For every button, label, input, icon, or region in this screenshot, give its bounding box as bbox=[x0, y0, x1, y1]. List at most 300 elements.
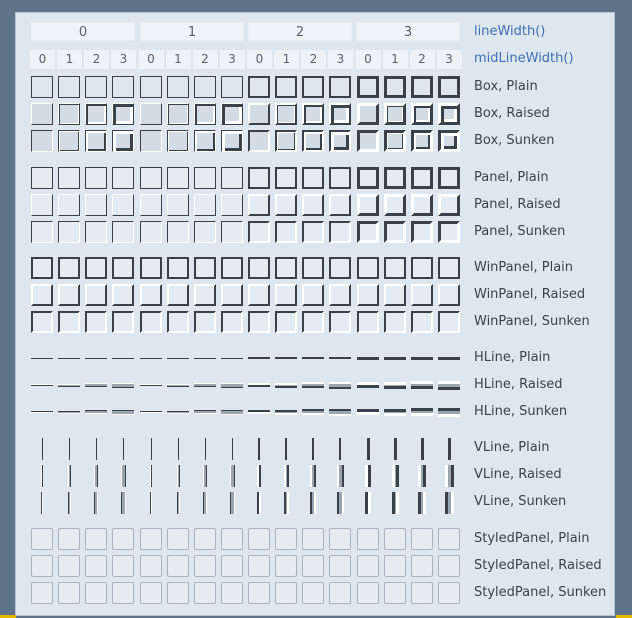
frame-sample bbox=[438, 582, 460, 604]
frame-sample bbox=[310, 465, 316, 487]
frame-sample bbox=[85, 284, 107, 306]
frame-sample bbox=[31, 194, 53, 216]
frame-sample bbox=[69, 438, 70, 460]
frame-sample bbox=[275, 284, 297, 306]
frame-sample bbox=[221, 76, 243, 98]
frame-sample bbox=[357, 130, 379, 152]
frame-sample bbox=[411, 257, 433, 279]
frame-sample bbox=[31, 582, 53, 604]
frame-sample bbox=[411, 103, 433, 125]
frame-sample bbox=[112, 194, 134, 216]
frame-sample bbox=[248, 130, 270, 152]
frame-sample bbox=[411, 408, 433, 416]
frame-sample bbox=[329, 311, 351, 333]
frame-sample bbox=[41, 492, 43, 514]
frame-sample bbox=[329, 221, 351, 243]
midlinewidth-header-0-2: 2 bbox=[84, 50, 109, 69]
frame-sample bbox=[329, 409, 351, 416]
frame-sample bbox=[167, 311, 189, 333]
frame-sample bbox=[357, 76, 379, 98]
midlinewidth-header-1-2: 2 bbox=[193, 50, 218, 69]
frame-sample bbox=[411, 555, 433, 577]
frame-sample bbox=[221, 311, 243, 333]
frame-sample bbox=[248, 284, 270, 306]
row-label: StyledPanel, Plain bbox=[474, 531, 590, 546]
frame-sample bbox=[203, 465, 207, 487]
linewidth-header-2: 2 bbox=[248, 22, 352, 41]
frame-sample bbox=[384, 311, 406, 333]
frame-sample bbox=[151, 438, 152, 460]
row-label: HLine, Raised bbox=[474, 377, 563, 392]
frame-sample bbox=[329, 582, 351, 604]
frame-sample bbox=[167, 257, 189, 279]
frame-sample bbox=[302, 555, 324, 577]
frame-sample bbox=[94, 492, 98, 514]
midlinewidth-header-1-0: 0 bbox=[139, 50, 164, 69]
frame-sample bbox=[384, 194, 406, 216]
frame-sample bbox=[257, 492, 261, 514]
row-label: StyledPanel, Raised bbox=[474, 558, 602, 573]
row-label: VLine, Raised bbox=[474, 467, 562, 482]
frame-sample bbox=[411, 194, 433, 216]
frame-sample bbox=[302, 221, 324, 243]
frame-sample bbox=[384, 103, 406, 125]
linewidth-header-3: 3 bbox=[356, 22, 460, 41]
frame-sample bbox=[31, 411, 53, 413]
frame-sample bbox=[329, 357, 351, 359]
frame-sample bbox=[438, 408, 460, 417]
frame-sample bbox=[167, 555, 189, 577]
frame-sample bbox=[140, 194, 162, 216]
frame-sample bbox=[221, 130, 243, 152]
frame-sample bbox=[438, 221, 460, 243]
frame-sample bbox=[167, 358, 189, 359]
frame-sample bbox=[357, 555, 379, 577]
frame-sample bbox=[248, 383, 270, 387]
midlinewidth-axis-label: midLineWidth() bbox=[474, 51, 574, 66]
frame-sample bbox=[411, 76, 433, 98]
frame-sample bbox=[194, 383, 216, 387]
row-label: Box, Plain bbox=[474, 79, 538, 94]
frame-sample bbox=[194, 221, 216, 243]
frame-sample bbox=[367, 438, 370, 460]
frame-sample bbox=[275, 555, 297, 577]
frame-sample bbox=[284, 465, 289, 487]
frame-sample bbox=[302, 528, 324, 550]
frame-sample bbox=[384, 582, 406, 604]
frame-sample bbox=[150, 492, 152, 514]
frame-sample bbox=[384, 555, 406, 577]
frame-sample bbox=[112, 221, 134, 243]
frame-sample bbox=[248, 555, 270, 577]
frame-sample bbox=[411, 221, 433, 243]
frame-sample bbox=[96, 438, 97, 460]
frame-sample bbox=[167, 194, 189, 216]
frame-sample bbox=[140, 384, 162, 386]
frame-sample bbox=[194, 167, 216, 189]
frame-sample bbox=[58, 194, 80, 216]
frame-sample bbox=[418, 492, 426, 514]
frame-sample bbox=[421, 438, 424, 460]
frame-sample bbox=[42, 438, 43, 460]
frame-sample bbox=[248, 167, 270, 189]
frame-sample bbox=[140, 221, 162, 243]
frame-sample bbox=[384, 76, 406, 98]
frame-sample bbox=[248, 357, 270, 359]
frame-sample bbox=[418, 465, 426, 487]
frame-sample bbox=[275, 528, 297, 550]
linewidth-header-1: 1 bbox=[140, 22, 244, 41]
frame-sample bbox=[221, 582, 243, 604]
frame-sample bbox=[411, 357, 433, 360]
frame-sample bbox=[31, 358, 53, 359]
row-label: Panel, Sunken bbox=[474, 224, 566, 239]
frame-sample bbox=[230, 492, 235, 514]
frame-sample bbox=[58, 221, 80, 243]
frame-sample bbox=[445, 465, 454, 487]
frame-sample bbox=[85, 257, 107, 279]
frame-sample bbox=[411, 167, 433, 189]
frame-sample bbox=[411, 311, 433, 333]
frame-sample bbox=[384, 130, 406, 152]
frame-sample bbox=[167, 384, 189, 387]
frame-sample bbox=[275, 311, 297, 333]
frame-sample bbox=[302, 582, 324, 604]
frame-sample bbox=[448, 438, 451, 460]
frame-sample bbox=[112, 358, 134, 359]
frame-sample bbox=[31, 311, 53, 333]
frame-sample bbox=[221, 257, 243, 279]
frame-sample bbox=[357, 194, 379, 216]
frame-sample bbox=[221, 167, 243, 189]
frame-sample bbox=[302, 167, 324, 189]
midlinewidth-header-0-1: 1 bbox=[57, 50, 82, 69]
frame-sample bbox=[357, 409, 379, 415]
frame-sample bbox=[284, 492, 289, 514]
frame-sample bbox=[337, 492, 344, 514]
row-label: Panel, Raised bbox=[474, 197, 561, 212]
frame-sample bbox=[221, 555, 243, 577]
frame-sample bbox=[167, 167, 189, 189]
frame-sample bbox=[357, 167, 379, 189]
row-label: HLine, Plain bbox=[474, 350, 551, 365]
frame-sample bbox=[58, 384, 80, 387]
frame-sample bbox=[302, 409, 324, 415]
row-label: StyledPanel, Sunken bbox=[474, 585, 607, 600]
frame-sample bbox=[365, 492, 371, 514]
frame-sample bbox=[438, 167, 460, 189]
linewidth-header-0: 0 bbox=[31, 22, 135, 41]
frame-sample bbox=[140, 411, 162, 413]
frame-sample bbox=[194, 257, 216, 279]
frame-sample bbox=[194, 103, 216, 125]
frame-sample bbox=[85, 221, 107, 243]
frame-sample bbox=[58, 411, 80, 414]
frame-sample bbox=[31, 284, 53, 306]
frame-sample bbox=[85, 167, 107, 189]
frame-sample bbox=[357, 582, 379, 604]
frame-sample bbox=[121, 465, 126, 487]
frame-sample bbox=[329, 167, 351, 189]
frame-sample bbox=[357, 284, 379, 306]
frame-sample bbox=[112, 130, 134, 152]
frame-sample bbox=[384, 409, 406, 416]
frame-sample bbox=[194, 76, 216, 98]
frame-sample bbox=[112, 257, 134, 279]
frame-sample bbox=[194, 130, 216, 152]
frame-sample bbox=[112, 582, 134, 604]
midlinewidth-header-0-0: 0 bbox=[30, 50, 55, 69]
midlinewidth-header-0-3: 3 bbox=[111, 50, 136, 69]
frame-sample bbox=[112, 103, 134, 125]
frame-sample bbox=[438, 130, 460, 152]
frame-sample bbox=[58, 284, 80, 306]
frame-sample bbox=[384, 221, 406, 243]
frame-sample bbox=[392, 465, 399, 487]
frame-sample bbox=[112, 284, 134, 306]
frame-sample bbox=[248, 194, 270, 216]
frame-sample bbox=[85, 76, 107, 98]
row-label: VLine, Sunken bbox=[474, 494, 567, 509]
frame-sample bbox=[58, 358, 80, 359]
frame-sample bbox=[275, 103, 297, 125]
frame-sample bbox=[31, 130, 53, 152]
frame-sample bbox=[177, 465, 180, 487]
frame-sample bbox=[85, 410, 107, 414]
frame-sample bbox=[329, 284, 351, 306]
frame-sample bbox=[112, 76, 134, 98]
row-label: WinPanel, Plain bbox=[474, 260, 574, 275]
frame-sample bbox=[31, 76, 53, 98]
midlinewidth-header-1-1: 1 bbox=[166, 50, 191, 69]
frame-sample bbox=[275, 76, 297, 98]
frame-sample bbox=[31, 555, 53, 577]
frame-sample bbox=[58, 582, 80, 604]
frame-sample bbox=[275, 130, 297, 152]
frame-sample bbox=[150, 465, 152, 487]
frame-sample bbox=[232, 438, 233, 460]
frame-sample bbox=[31, 103, 53, 125]
frame-sample bbox=[58, 528, 80, 550]
frame-sample bbox=[329, 528, 351, 550]
frame-sample bbox=[275, 410, 297, 415]
frame-sample bbox=[167, 582, 189, 604]
frame-sample bbox=[438, 528, 460, 550]
frame-sample bbox=[167, 411, 189, 414]
frame-sample bbox=[194, 311, 216, 333]
midlinewidth-header-2-0: 0 bbox=[247, 50, 272, 69]
frame-sample bbox=[248, 76, 270, 98]
frame-sample bbox=[140, 311, 162, 333]
frame-sample bbox=[302, 130, 324, 152]
frame-sample bbox=[194, 528, 216, 550]
frame-sample bbox=[384, 528, 406, 550]
frame-sample bbox=[221, 221, 243, 243]
midlinewidth-header-3-1: 1 bbox=[383, 50, 408, 69]
row-label: WinPanel, Sunken bbox=[474, 314, 590, 329]
frame-sample bbox=[357, 311, 379, 333]
row-label: WinPanel, Raised bbox=[474, 287, 586, 302]
frame-sample bbox=[445, 492, 454, 514]
frame-sample bbox=[258, 438, 260, 460]
frame-sample bbox=[411, 582, 433, 604]
frame-sample bbox=[411, 381, 433, 389]
frame-sample bbox=[302, 194, 324, 216]
frame-sample bbox=[302, 382, 324, 388]
frame-sample bbox=[438, 284, 460, 306]
frame-sample bbox=[68, 492, 71, 514]
frame-sample bbox=[365, 465, 371, 487]
frame-sample bbox=[248, 221, 270, 243]
frame-sample bbox=[140, 528, 162, 550]
frame-sample bbox=[438, 555, 460, 577]
frame-sample bbox=[140, 358, 162, 359]
frame-sample bbox=[140, 103, 162, 125]
frame-sample bbox=[339, 438, 341, 460]
frame-sample bbox=[230, 465, 235, 487]
frame-sample bbox=[329, 257, 351, 279]
frame-sample bbox=[205, 438, 206, 460]
frame-sample bbox=[257, 465, 261, 487]
frame-sample bbox=[31, 384, 53, 386]
frame-sample bbox=[312, 438, 314, 460]
frame-sample bbox=[178, 438, 179, 460]
frame-sample bbox=[112, 528, 134, 550]
frame-sample bbox=[221, 383, 243, 388]
frame-sample bbox=[123, 438, 124, 460]
frame-sample bbox=[58, 76, 80, 98]
linewidth-axis-label: lineWidth() bbox=[474, 24, 546, 39]
frame-sample bbox=[194, 410, 216, 414]
frame-sample bbox=[438, 311, 460, 333]
frame-sample bbox=[438, 381, 460, 390]
frame-sample bbox=[302, 257, 324, 279]
frame-sample bbox=[85, 528, 107, 550]
frame-sample bbox=[438, 357, 460, 360]
frame-sample bbox=[167, 130, 189, 152]
frame-sample bbox=[85, 582, 107, 604]
frame-sample bbox=[140, 76, 162, 98]
frame-sample bbox=[112, 383, 134, 388]
frame-sample bbox=[302, 311, 324, 333]
frame-sample bbox=[85, 103, 107, 125]
frame-sample bbox=[41, 465, 43, 487]
frame-sample bbox=[58, 130, 80, 152]
frame-sample bbox=[302, 76, 324, 98]
frame-sample bbox=[329, 103, 351, 125]
frame-sample bbox=[302, 284, 324, 306]
frame-sample bbox=[329, 382, 351, 389]
frame-sample bbox=[31, 221, 53, 243]
frame-sample bbox=[357, 357, 379, 360]
frame-sample bbox=[357, 257, 379, 279]
frame-sample bbox=[140, 555, 162, 577]
frame-sample bbox=[248, 582, 270, 604]
frame-sample bbox=[58, 257, 80, 279]
frame-sample bbox=[411, 130, 433, 152]
frame-sample bbox=[167, 103, 189, 125]
row-label: VLine, Plain bbox=[474, 440, 550, 455]
frame-sample bbox=[275, 357, 297, 359]
frame-sample bbox=[85, 311, 107, 333]
frame-sample bbox=[438, 257, 460, 279]
frame-sample bbox=[302, 103, 324, 125]
frame-sample bbox=[58, 167, 80, 189]
frame-sample bbox=[85, 383, 107, 387]
frame-sample bbox=[140, 130, 162, 152]
frame-sample bbox=[275, 167, 297, 189]
frame-sample bbox=[194, 582, 216, 604]
frame-sample bbox=[394, 438, 397, 460]
frame-sample bbox=[85, 555, 107, 577]
frame-sample bbox=[58, 103, 80, 125]
frame-sample bbox=[112, 410, 134, 415]
frame-sample bbox=[112, 167, 134, 189]
frame-sample bbox=[248, 410, 270, 414]
frame-sample bbox=[384, 167, 406, 189]
frame-sample bbox=[140, 284, 162, 306]
midlinewidth-header-3-2: 2 bbox=[410, 50, 435, 69]
frame-sample bbox=[329, 194, 351, 216]
frame-sample bbox=[140, 167, 162, 189]
frame-sample bbox=[275, 194, 297, 216]
frame-sample bbox=[275, 257, 297, 279]
frame-sample bbox=[221, 194, 243, 216]
frame-sample bbox=[94, 465, 98, 487]
frame-sample bbox=[357, 221, 379, 243]
frame-sample bbox=[329, 555, 351, 577]
frame-sample bbox=[285, 438, 287, 460]
row-label: HLine, Sunken bbox=[474, 404, 568, 419]
midlinewidth-header-3-3: 3 bbox=[437, 50, 462, 69]
frame-sample bbox=[31, 167, 53, 189]
frame-sample bbox=[167, 528, 189, 550]
frame-sample bbox=[85, 194, 107, 216]
frame-sample bbox=[438, 103, 460, 125]
frame-sample bbox=[194, 194, 216, 216]
frame-sample bbox=[121, 492, 126, 514]
frame-sample bbox=[248, 257, 270, 279]
frame-sample bbox=[329, 130, 351, 152]
frame-sample bbox=[177, 492, 180, 514]
frame-sample bbox=[275, 221, 297, 243]
frame-sample bbox=[384, 357, 406, 360]
frame-sample bbox=[194, 555, 216, 577]
frame-sample bbox=[167, 76, 189, 98]
frame-sample bbox=[31, 257, 53, 279]
frame-sample bbox=[221, 284, 243, 306]
frame-sample bbox=[221, 410, 243, 415]
frame-sample bbox=[194, 284, 216, 306]
row-label: Panel, Plain bbox=[474, 170, 549, 185]
midlinewidth-header-2-3: 3 bbox=[328, 50, 353, 69]
frame-sample bbox=[140, 582, 162, 604]
frame-sample bbox=[384, 382, 406, 389]
row-label: Box, Raised bbox=[474, 106, 550, 121]
frame-sample bbox=[58, 311, 80, 333]
frame-sample bbox=[275, 383, 297, 388]
frame-sample bbox=[221, 103, 243, 125]
frame-sample bbox=[275, 582, 297, 604]
frame-sample bbox=[31, 528, 53, 550]
frame-sample bbox=[357, 103, 379, 125]
frame-sample bbox=[384, 257, 406, 279]
frame-sample bbox=[248, 528, 270, 550]
frame-sample bbox=[438, 76, 460, 98]
frame-sample bbox=[392, 492, 399, 514]
frame-sample bbox=[337, 465, 344, 487]
frame-sample bbox=[248, 103, 270, 125]
